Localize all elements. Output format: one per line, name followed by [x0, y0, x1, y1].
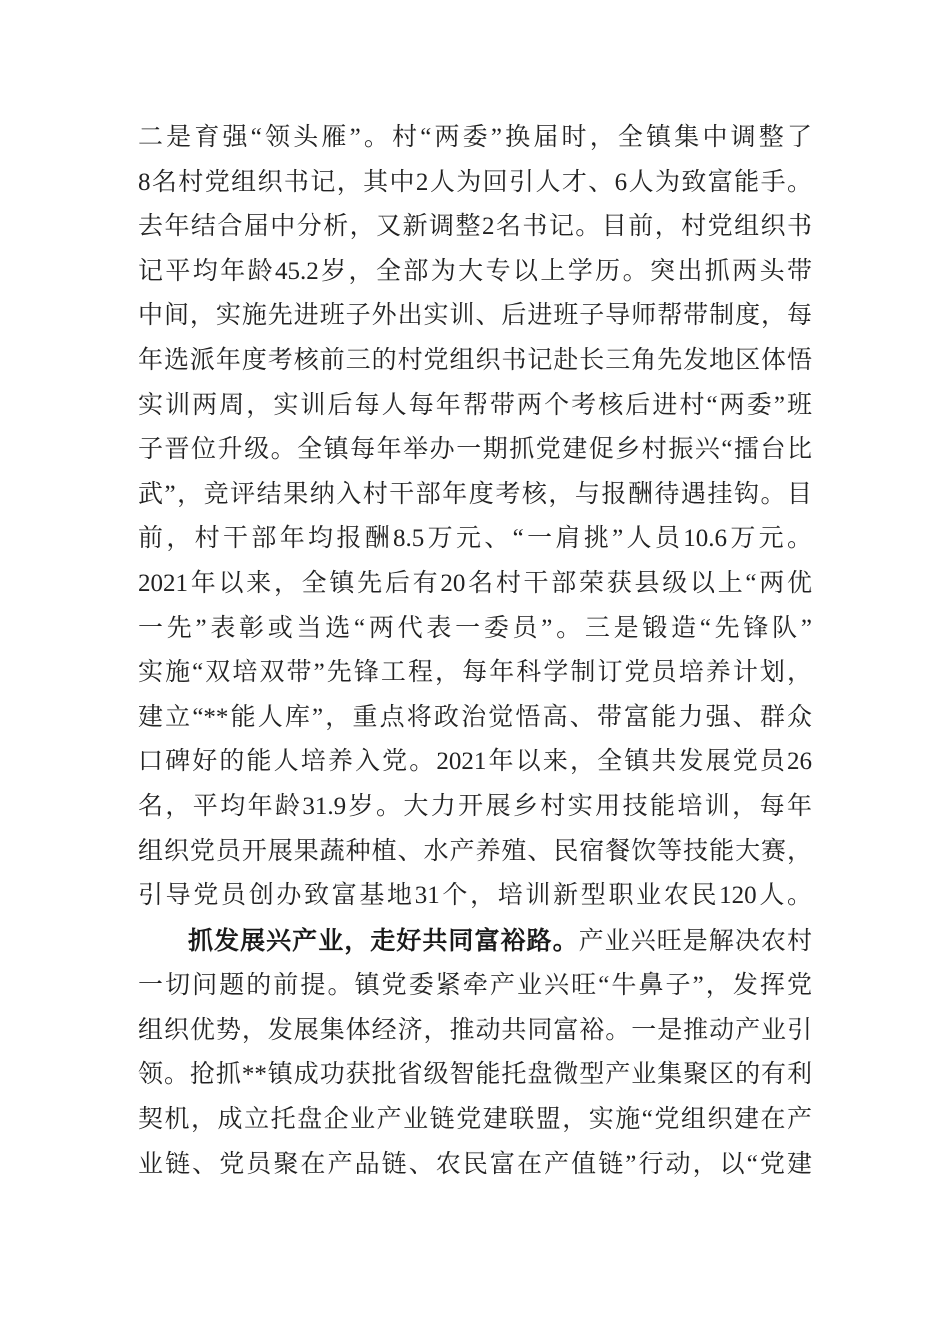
text-line — [138, 607, 812, 652]
text-line — [138, 562, 812, 607]
text-run: 2021年以来，全镇先后有20名村干部荣获县级以上“两优 — [138, 569, 812, 597]
text-line — [138, 294, 812, 339]
text-run: 年选派年度考核前三的村党组织书记赴长三角先发地区体悟 — [138, 346, 812, 374]
text-run: 子晋位升级。全镇每年举办一期抓党建促乡村振兴“擂台比 — [138, 436, 812, 464]
text-line — [138, 696, 812, 741]
text-line — [138, 250, 812, 295]
text-line — [138, 161, 812, 206]
text-run: 中间，实施先进班子外出实训、后进班子导师帮带制度，每 — [138, 302, 812, 330]
text-line — [138, 428, 812, 473]
text-line — [138, 651, 812, 696]
text-run: 名，平均年龄31.9岁。大力开展乡村实用技能培训，每年 — [138, 792, 812, 820]
text-line — [138, 1009, 812, 1054]
text-line — [138, 785, 812, 830]
text-run: 武”，竞评结果纳入村干部年度考核，与报酬待遇挂钩。目 — [138, 480, 812, 508]
text-line — [138, 919, 812, 965]
text-run: 建立“**能人库”，重点将政治觉悟高、带富能力强、群众 — [138, 703, 812, 731]
text-line — [138, 384, 812, 429]
text-run: 组织优势，发展集体经济，推动共同富裕。一是推动产业引 — [138, 1016, 812, 1044]
text-run: 二是育强“领头雁”。村“两委”换届时，全镇集中调整了 — [138, 124, 812, 151]
text-line — [138, 874, 812, 919]
text-line — [138, 1143, 812, 1188]
text-run: 8名村党组织书记，其中2人为回引人才、6人为致富能手。 — [138, 168, 812, 196]
text-run: 实施“双培双带”先锋工程，每年科学制订党员培养计划， — [138, 659, 812, 687]
text-run: 领。抢抓**镇成功获批省级智能托盘微型产业集聚区的有利 — [138, 1061, 812, 1089]
text-run: 口碑好的能人培养入党。2021年以来，全镇共发展党员26 — [138, 748, 812, 776]
text-line — [138, 740, 812, 785]
text-run: 记平均年龄45.2岁，全部为大专以上学历。突出抓两头带 — [138, 257, 812, 285]
text-run: 引导党员创办致富基地31个，培训新型职业农民120人。 — [138, 882, 812, 910]
text-run: 实训两周，实训后每人每年帮带两个考核后进村“两委”班 — [138, 391, 812, 419]
text-line — [138, 830, 812, 875]
text-line — [138, 473, 812, 518]
text-line — [138, 517, 812, 562]
text-line — [138, 964, 812, 1009]
text-run: 业链、党员聚在产品链、农民富在产值链”行动，以“党建 — [138, 1150, 812, 1178]
text-line — [138, 205, 812, 250]
text-run: 组织党员开展果蔬种植、水产养殖、民宿餐饮等技能大赛， — [138, 837, 812, 865]
text-run: 契机，成立托盘企业产业链党建联盟，实施“党组织建在产 — [138, 1106, 812, 1134]
text-run: 一切问题的前提。镇党委紧牵产业兴旺“牛鼻子”，发挥党 — [138, 972, 812, 1000]
bold-text-run: 抓发展兴产业，走好共同富裕路。 — [188, 926, 579, 955]
text-run: 前，村干部年均报酬8.5万元、“一肩挑”人员10.6万元。 — [138, 525, 812, 553]
text-line — [138, 116, 812, 161]
text-line — [138, 1098, 812, 1143]
text-run: 产业兴旺是解决农村 — [578, 927, 812, 955]
document-text — [138, 116, 812, 1187]
text-line — [138, 1053, 812, 1098]
text-line — [138, 339, 812, 384]
text-run: 去年结合届中分析，又新调整2名书记。目前，村党组织书 — [138, 213, 812, 241]
text-run: 一先”表彰或当选“两代表一委员”。三是锻造“先锋队” — [138, 614, 812, 642]
